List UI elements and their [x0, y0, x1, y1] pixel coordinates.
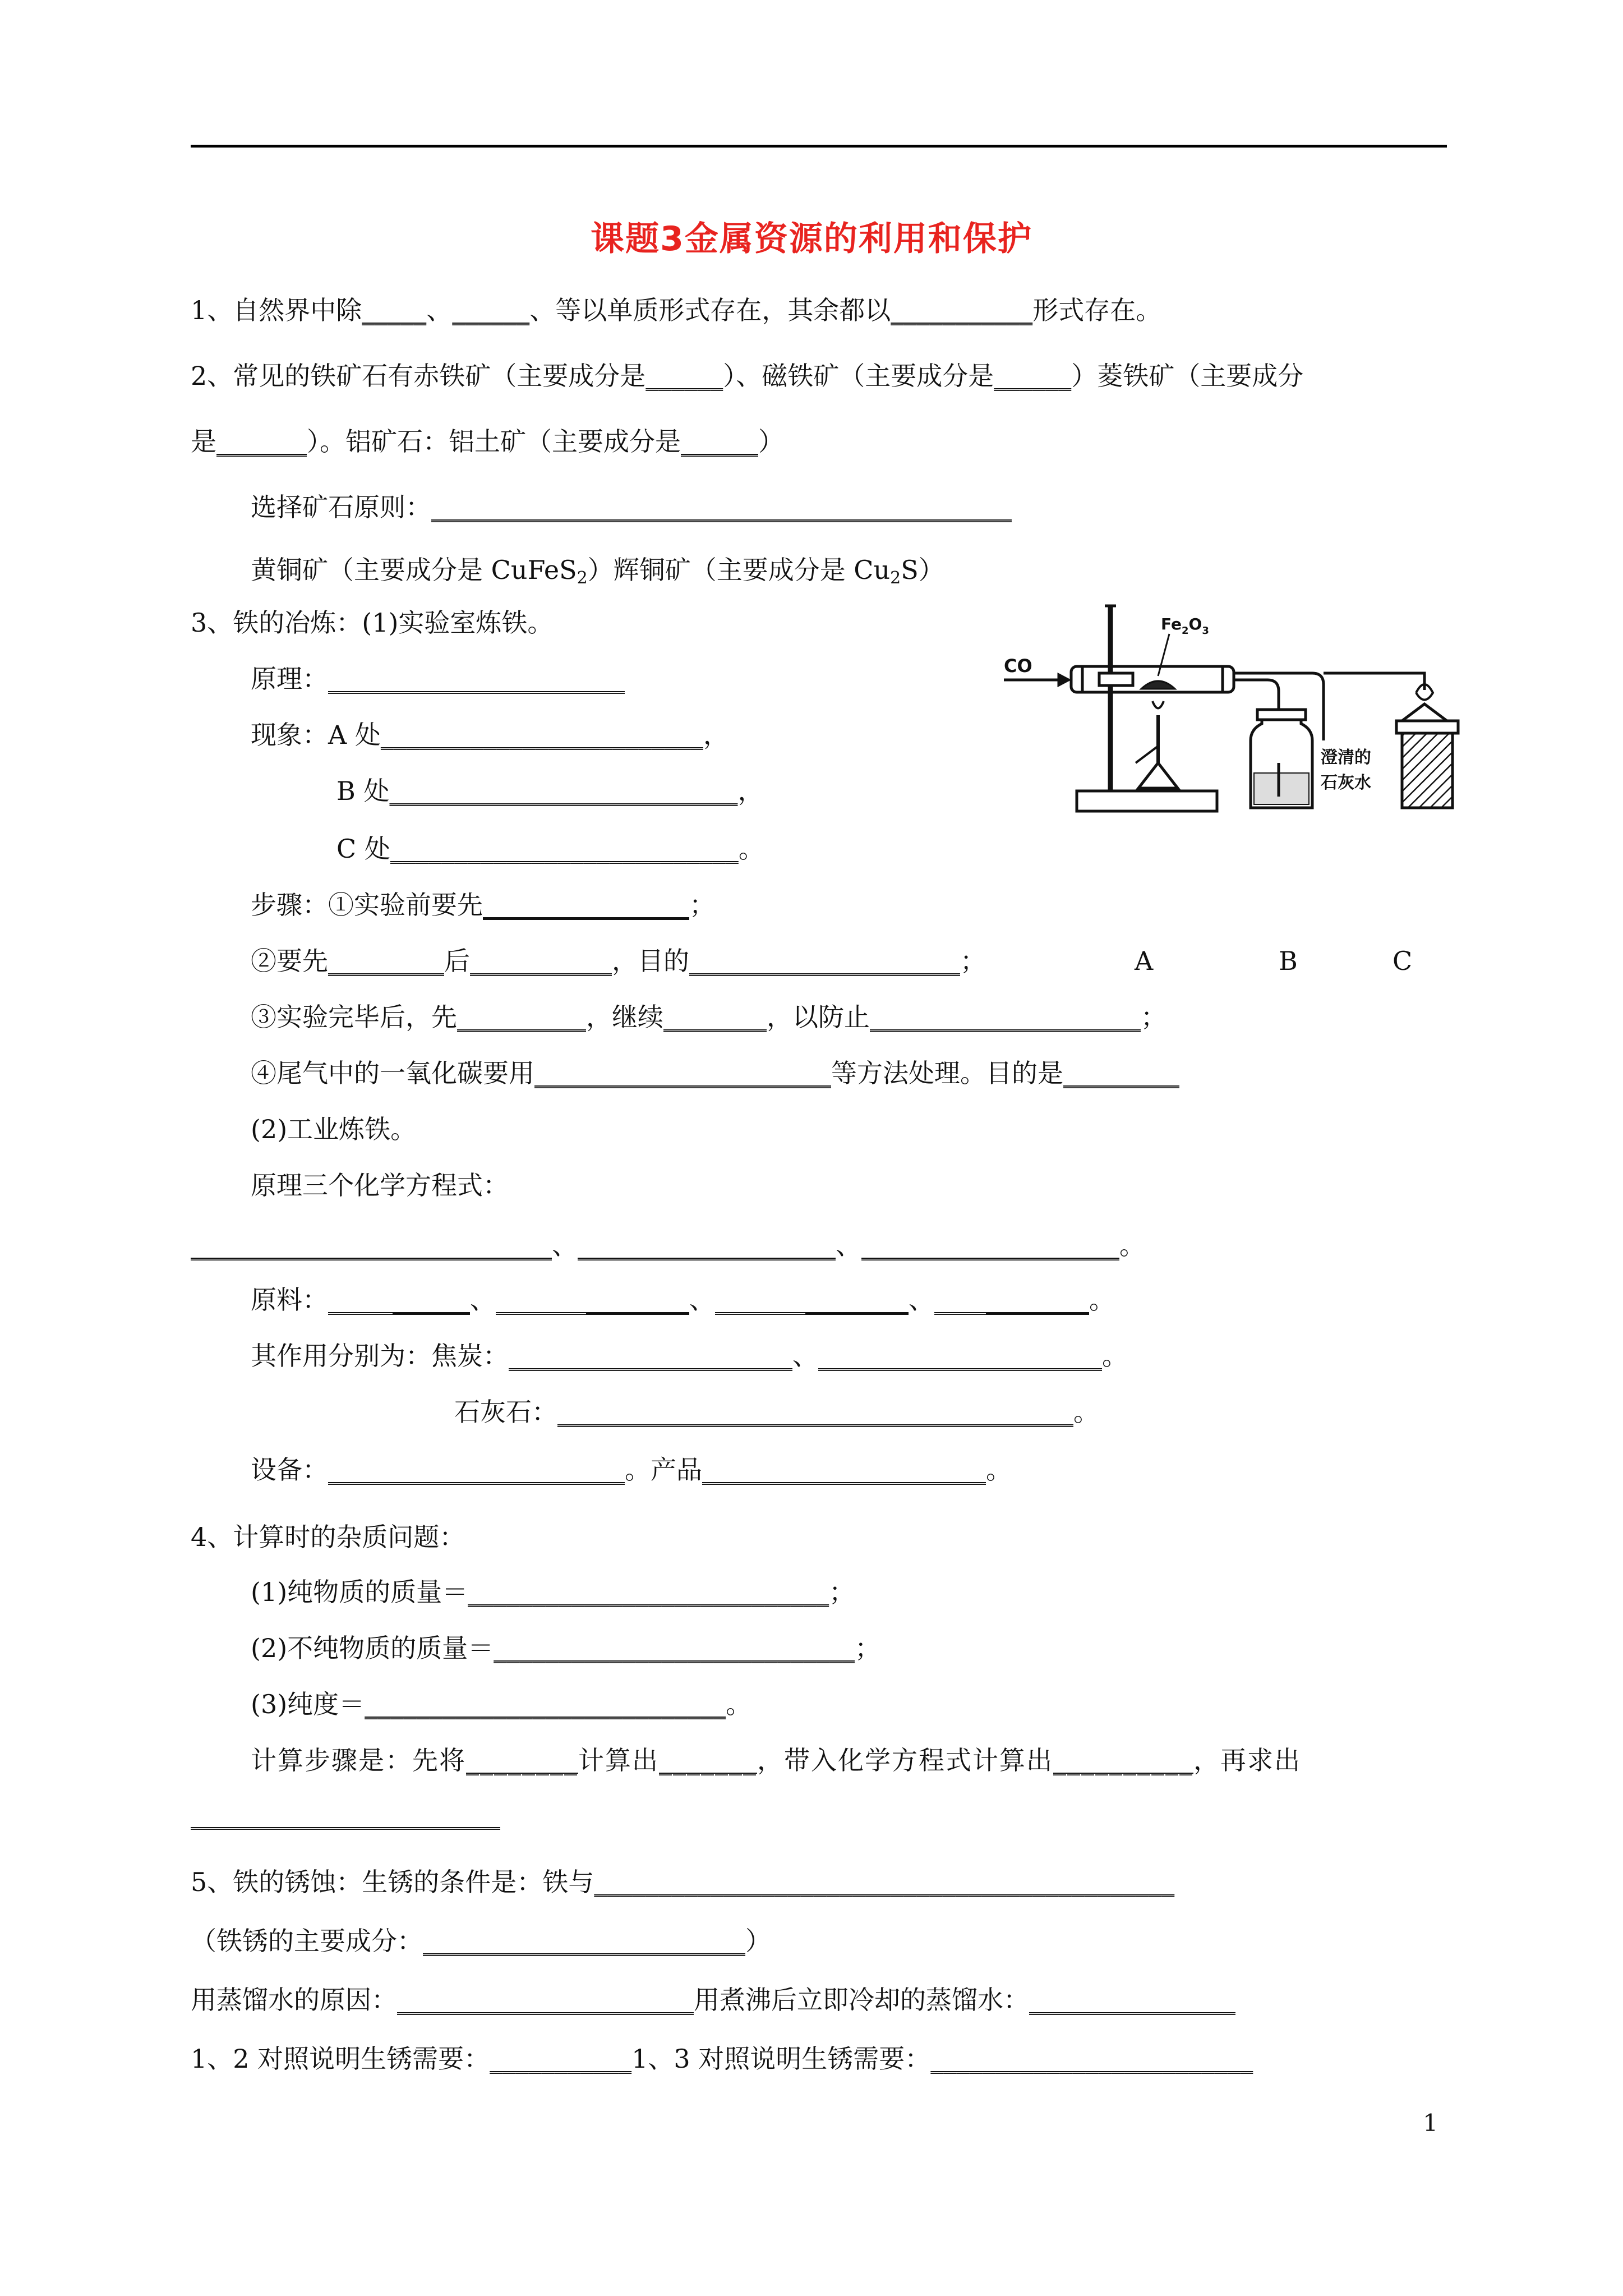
stand-base — [1077, 791, 1217, 811]
step-2-line — [251, 944, 986, 978]
page-title: 课题3金属资源的利用和保护 — [591, 219, 1032, 259]
option-a: A — [1135, 946, 1154, 976]
subscript: 2 — [890, 568, 901, 588]
blank[interactable]: ____________________ — [578, 1230, 836, 1260]
label: 1、3 对照说明生锈需要： — [631, 2044, 931, 2074]
industrial-heading: (2)工业炼铁。 — [251, 1114, 417, 1144]
label: ，再求出 — [1193, 1745, 1301, 1775]
blank[interactable]: ___________ — [470, 946, 612, 976]
q3-line — [191, 606, 553, 639]
q1-text: 1、自然界中除 — [191, 295, 362, 325]
blank[interactable]: ________ — [586, 1285, 689, 1315]
limewater — [1254, 773, 1309, 804]
punct: 、 — [552, 1230, 578, 1260]
pure-mass-line — [251, 1575, 855, 1609]
blank[interactable]: _______________________ — [328, 1455, 625, 1485]
co-label: CO — [1004, 655, 1032, 677]
comparison-line — [191, 2042, 1253, 2076]
step-4-line — [251, 1056, 1179, 1090]
punct: 、 — [792, 1341, 818, 1371]
blank[interactable]: ______________________ — [818, 1341, 1102, 1371]
blank[interactable]: ________________________________________ — [557, 1397, 1073, 1427]
punct: ， — [703, 720, 729, 750]
iron-smelting-apparatus-figure — [998, 595, 1464, 830]
equipment-line — [251, 1453, 1012, 1487]
stand-clamp — [1099, 673, 1133, 685]
purity-line — [251, 1687, 751, 1721]
blank[interactable]: ____________________________ — [191, 1230, 552, 1260]
blank[interactable]: _________ — [1063, 1058, 1179, 1088]
label: B 处 — [336, 776, 390, 806]
blank[interactable]: __________ — [457, 1002, 586, 1032]
label: (3)纯度＝ — [251, 1689, 365, 1719]
q2-text: 是 — [191, 426, 216, 457]
blank[interactable]: _______ — [715, 1285, 805, 1315]
label: 用煮沸后立即冷却的蒸馏水： — [694, 1985, 1029, 2015]
equations-line — [191, 1228, 1145, 1262]
label: 等方法处理。目的是 — [831, 1058, 1063, 1088]
calc-steps-line — [251, 1743, 1301, 1777]
q2-text: 2、常见的铁矿石有赤铁矿（主要成分是 — [191, 361, 646, 391]
punct: 。 — [986, 1455, 1012, 1485]
blank[interactable]: ___________________________ — [389, 776, 738, 806]
fe2o3-label: $Fe_2O_3$ — [1161, 615, 1209, 637]
punct: ； — [855, 1633, 881, 1663]
subscript: 2 — [577, 568, 588, 588]
blank[interactable]: ______________________ — [509, 1341, 792, 1371]
label: 其作用分别为：焦炭： — [251, 1341, 509, 1371]
text: 黄铜矿（主要成分是 CuFeS — [251, 555, 577, 585]
right-lamp-block — [1402, 732, 1453, 808]
punct: 。 — [1073, 1397, 1099, 1427]
blank[interactable]: _______ — [216, 426, 307, 457]
step-1-line — [251, 888, 715, 922]
blank[interactable]: ___________ — [891, 295, 1033, 325]
punct: ） — [745, 1926, 771, 1956]
blank[interactable]: _________________________ — [423, 1926, 745, 1956]
punct: ； — [1141, 1002, 1166, 1032]
blank[interactable]: ______ — [452, 295, 530, 325]
blank[interactable]: ________________________ — [191, 1800, 500, 1830]
blank[interactable]: ______ — [393, 1285, 470, 1315]
punct: ； — [829, 1577, 855, 1607]
label: 选择矿石原则： — [251, 492, 431, 522]
fe2o3-sample — [1141, 681, 1175, 689]
punct: ； — [960, 946, 986, 976]
blank[interactable]: _____________________________________________ — [594, 1867, 1175, 1897]
blank[interactable]: _________________________ — [380, 720, 703, 750]
punct: 。 — [726, 1689, 752, 1719]
blank[interactable]: ________ — [986, 1285, 1089, 1315]
blank[interactable]: ____________________________ — [468, 1577, 829, 1607]
blank[interactable]: _____________________ — [689, 946, 960, 976]
materials-line — [251, 1283, 1115, 1317]
label: (2)不纯物质的质量＝ — [251, 1633, 494, 1663]
label: 原理： — [251, 664, 328, 694]
blank[interactable]: ________ — [663, 1002, 767, 1032]
blank[interactable]: ___________ — [490, 2044, 632, 2074]
blank[interactable]: _______________________ — [328, 664, 625, 694]
blank[interactable]: ______ — [645, 361, 723, 391]
blank[interactable]: _____ — [328, 1285, 393, 1315]
principle-line — [251, 662, 625, 696]
page-number: 1 — [1423, 2109, 1438, 2137]
copper-ore-line — [251, 553, 944, 595]
limewater-label-1: 澄清的 — [1321, 748, 1371, 767]
punct: 。 — [738, 834, 764, 864]
blank[interactable]: ________________ — [483, 890, 689, 920]
label: 5、铁的锈蚀：生锈的条件是：铁与 — [191, 1867, 594, 1897]
q5-line — [191, 1865, 1174, 1899]
flame — [1152, 701, 1164, 708]
label: 设备： — [251, 1455, 328, 1485]
punct: 、 — [836, 1230, 861, 1260]
label: ③实验完毕后，先 — [251, 1002, 457, 1032]
q1-text: 、等以单质形式存在，其余都以 — [529, 295, 891, 325]
q4-heading: 4、计算时的杂质问题： — [191, 1522, 465, 1552]
blank[interactable]: _______________________ — [534, 1058, 831, 1088]
label: 后 — [444, 946, 470, 976]
distilled-water-line — [191, 1983, 1235, 2017]
punct: 、 — [470, 1285, 496, 1315]
blank[interactable]: _______ — [496, 1285, 586, 1315]
blank[interactable]: _________ — [328, 946, 444, 976]
limewater-label-2: 石灰水 — [1321, 773, 1371, 793]
blank[interactable]: ____________________________ — [365, 1689, 726, 1719]
blank[interactable]: _________________________ — [930, 2044, 1253, 2074]
q2-text: ）。铝矿石：铝土矿（主要成分是 — [307, 426, 681, 457]
q3-heading: 3、铁的冶炼：(1)实验室炼铁。 — [191, 608, 554, 638]
blank[interactable]: ________ — [466, 1745, 578, 1775]
label: 现象：A 处 — [251, 720, 381, 750]
label: （铁锈的主要成分： — [191, 1926, 423, 1956]
blank[interactable]: ____________________ — [861, 1230, 1119, 1260]
blank[interactable]: ________ — [805, 1285, 909, 1315]
blank[interactable]: _______________________ — [397, 1985, 694, 2015]
blank[interactable]: ____________________________ — [494, 1633, 855, 1663]
punct: ， — [737, 776, 764, 806]
label: 计算出 — [578, 1745, 659, 1775]
impure-mass-line — [251, 1631, 880, 1665]
punct: 、 — [909, 1285, 934, 1315]
ore-principle-line — [251, 490, 1012, 524]
calc-steps-cont — [191, 1798, 500, 1832]
blank[interactable]: _____________________ — [870, 1002, 1141, 1032]
q2-line-cont — [191, 425, 784, 458]
label: 。产品 — [625, 1455, 702, 1485]
blank[interactable]: _______ — [659, 1745, 757, 1775]
equations-heading: 原理三个化学方程式： — [251, 1170, 509, 1200]
coke-role-line — [251, 1339, 1128, 1373]
text: S） — [901, 555, 944, 585]
label: ，继续 — [586, 1002, 663, 1032]
label: 1、2 对照说明生锈需要： — [191, 2044, 490, 2074]
q1-text: 、 — [426, 295, 453, 325]
label: ，以防止 — [767, 1002, 870, 1032]
label: ，带入化学方程式计算出 — [757, 1745, 1053, 1775]
blank[interactable]: ____ — [934, 1285, 986, 1315]
q1-line — [191, 293, 1161, 327]
punct: 。 — [1089, 1285, 1115, 1315]
punct: 。 — [1119, 1230, 1145, 1260]
q2-text: ） — [758, 426, 784, 457]
label: ，目的 — [612, 946, 689, 976]
blank[interactable]: ______ — [681, 426, 758, 457]
label: 用蒸馏水的原因： — [191, 1985, 397, 2015]
alcohol-lamp — [1138, 763, 1178, 788]
blank[interactable]: _____________________________________________ — [431, 492, 1012, 522]
label: 原料： — [251, 1285, 328, 1315]
blank[interactable]: ________________ — [1029, 1985, 1235, 2015]
phenomenon-b-line — [336, 774, 763, 808]
punct: 。 — [1102, 1341, 1128, 1371]
blank[interactable]: _____ — [362, 295, 427, 325]
rust-component-line — [191, 1924, 771, 1958]
phenomenon-a-line — [251, 718, 729, 752]
q2-text: ）菱铁矿（主要成分 — [1071, 361, 1304, 391]
label: 计算步骤是：先将 — [251, 1745, 466, 1775]
header-rule — [191, 145, 1447, 148]
blank[interactable]: ______ — [994, 361, 1072, 391]
blank[interactable]: ______________________ — [702, 1455, 986, 1485]
phenomenon-c-line — [336, 832, 764, 866]
blank[interactable]: __________ — [1053, 1745, 1193, 1775]
option-c: C — [1393, 946, 1413, 976]
q2-line — [191, 359, 1303, 393]
label: C 处 — [336, 834, 390, 864]
label: 石灰石： — [454, 1397, 557, 1427]
label: ②要先 — [251, 946, 328, 976]
limestone-role-line — [454, 1395, 1099, 1429]
q1-text: 形式存在。 — [1032, 295, 1162, 325]
option-b: B — [1279, 946, 1298, 976]
step-3-line — [251, 1000, 1166, 1034]
label: ④尾气中的一氧化碳要用 — [251, 1058, 534, 1088]
punct: ； — [689, 890, 715, 920]
q2-text: ）、磁铁矿（主要成分是 — [723, 361, 994, 391]
label: (1)纯物质的质量＝ — [251, 1577, 468, 1607]
text: ）辉铜矿（主要成分是 Cu — [587, 555, 891, 585]
punct: 、 — [689, 1285, 715, 1315]
label: 步骤：①实验前要先 — [251, 890, 483, 920]
blank[interactable]: ___________________________ — [390, 834, 739, 864]
